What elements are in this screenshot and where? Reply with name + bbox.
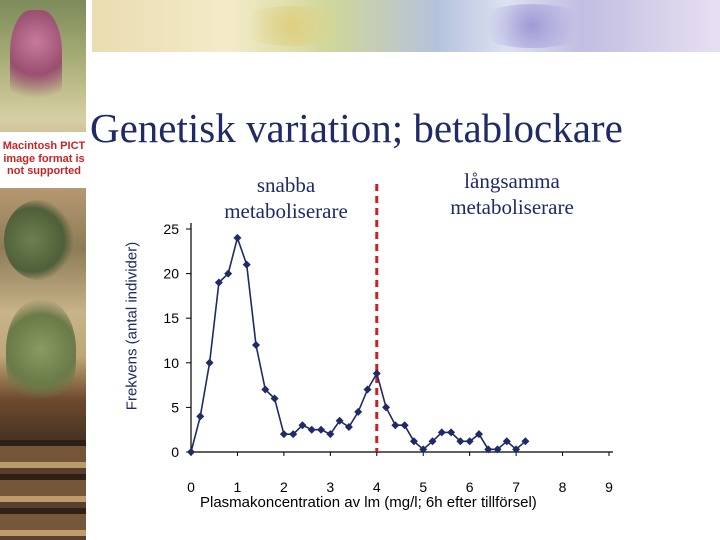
x-tick-label: 8 [558, 479, 567, 495]
data-point [187, 448, 195, 456]
y-tick-label: 0 [171, 444, 179, 460]
series-line [191, 238, 525, 452]
annotation-slow-metabolizers: långsamma metaboliserare [450, 169, 574, 219]
x-tick-label: 9 [605, 479, 613, 495]
data-point [363, 386, 371, 394]
x-tick-label: 3 [326, 479, 335, 495]
y-tick-label: 5 [171, 399, 179, 416]
x-tick-label: 4 [372, 479, 381, 495]
x-tick-label: 6 [465, 479, 474, 495]
x-tick-label: 1 [233, 479, 242, 495]
data-point [354, 408, 362, 416]
data-point [243, 261, 251, 269]
data-point [206, 359, 214, 367]
x-tick-label: 7 [512, 479, 521, 495]
data-point [401, 421, 409, 429]
data-point [252, 341, 260, 349]
data-point [308, 426, 316, 434]
y-axis-label: Frekvens (antal individer) [123, 241, 141, 411]
annotation-fast-metabolizers: snabba metaboliserare [224, 173, 348, 223]
x-tick-label: 0 [187, 479, 195, 495]
pict-unsupported-notice: Macintosh PICT image format is not supported [2, 140, 86, 177]
data-point [373, 370, 381, 378]
y-tick-label: 15 [163, 310, 179, 327]
data-point [280, 430, 288, 438]
slide-title: Genetisk variation; betablockare [90, 105, 623, 151]
x-tick-label: 2 [279, 479, 288, 495]
y-tick-label: 25 [163, 221, 179, 237]
data-point [382, 403, 390, 411]
y-tick-label: 10 [163, 354, 179, 371]
x-axis-label: Plasmakoncentration av lm (mg/l; 6h efter tillförsel) [200, 494, 537, 511]
x-tick-label: 5 [419, 479, 428, 495]
data-point [233, 234, 241, 242]
data-point [317, 426, 325, 434]
data-point [196, 412, 204, 420]
y-tick-label: 20 [163, 265, 179, 282]
data-point [391, 421, 399, 429]
